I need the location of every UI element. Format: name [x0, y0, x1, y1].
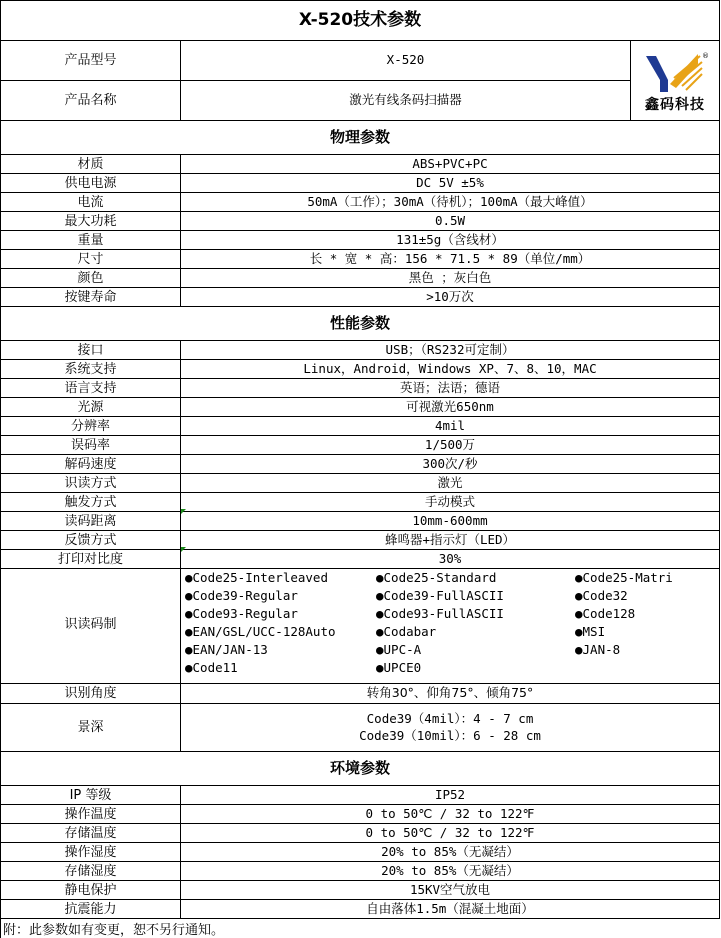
spec-row: [0, 360, 720, 379]
logo-mark-icon: [640, 50, 710, 96]
spec-value: 30%: [181, 550, 720, 569]
spec-value: 131±5g（含线材）: [181, 231, 720, 250]
spec-value: 0.5W: [181, 212, 720, 231]
spec-value: 300次/秒: [181, 455, 720, 474]
spec-row: [0, 398, 720, 417]
depth-values: [181, 704, 720, 752]
spec-label: 抗震能力: [0, 900, 181, 919]
symbology-item: ●Code39-Regular: [185, 588, 298, 603]
physical-heading-row: [0, 121, 720, 155]
spec-row: [0, 250, 720, 269]
spec-value: 20% to 85%（无凝结）: [181, 862, 720, 881]
spec-label: 存储温度: [0, 824, 181, 843]
symbology-item: ●Code11: [185, 660, 238, 675]
spec-value: 0 to 50℃ / 32 to 122℉: [181, 805, 720, 824]
spec-value: ABS+PVC+PC: [181, 155, 720, 174]
spec-row: [0, 193, 720, 212]
symbology-item: ●MSI: [575, 624, 606, 639]
spec-value: 英语；法语；德语: [181, 379, 720, 398]
spec-label: 尺寸: [0, 250, 181, 269]
symbology-item: ●EAN/JAN-13: [185, 642, 268, 657]
spec-row: [0, 881, 720, 900]
logo-row: [0, 41, 720, 121]
spec-value: 长 * 宽 * 高：156 * 71.5 * 89（单位/mm）: [181, 250, 720, 269]
symbology-item: ●Code25-Interleaved: [185, 570, 328, 585]
spec-value: Linux，Android，Windows XP、7、8、10，MAC: [181, 360, 720, 379]
spec-row: [0, 455, 720, 474]
footnote: 附：此参数如有变更，恕不另行通知。: [0, 918, 720, 938]
spec-value: 黑色 ；灰白色: [181, 269, 720, 288]
spec-value: DC 5V ±5%: [181, 174, 720, 193]
symbology-item: ●UPC-A: [376, 642, 422, 657]
spec-row: [0, 805, 720, 824]
spec-label: 打印对比度: [0, 550, 181, 569]
spec-value: 蜂鸣器+指示灯（LED）: [181, 531, 720, 550]
spec-label: 触发方式: [0, 493, 181, 512]
spec-value: USB；（RS232可定制）: [181, 341, 720, 360]
symbology-item: ●Code25-Standard: [376, 570, 497, 585]
spec-row: [0, 269, 720, 288]
symbology-item: ●JAN-8: [575, 642, 621, 657]
spec-label: 分辨率: [0, 417, 181, 436]
spec-label: 最大功耗: [0, 212, 181, 231]
spec-row: [0, 417, 720, 436]
spec-row: [0, 843, 720, 862]
spec-label: IP 等级: [0, 786, 181, 805]
spec-row: [0, 212, 720, 231]
spec-label: 读码距离: [0, 512, 181, 531]
spec-label: 接口: [0, 341, 181, 360]
spec-row: [0, 862, 720, 881]
angle-label: 识别角度: [0, 684, 181, 704]
depth-label: 景深: [0, 704, 181, 752]
spec-label: 供电电源: [0, 174, 181, 193]
spec-label: 识读方式: [0, 474, 181, 493]
spec-value: 可视激光650nm: [181, 398, 720, 417]
spec-value: 20% to 85%（无凝结）: [181, 843, 720, 862]
spec-row: [0, 824, 720, 843]
spec-row: [0, 512, 720, 531]
spec-label: 操作湿度: [0, 843, 181, 862]
spec-label: 解码速度: [0, 455, 181, 474]
symbology-item: ●EAN/GSL/UCC-128Auto: [185, 624, 336, 639]
spec-label: 静电保护: [0, 881, 181, 900]
spec-label: 存储湿度: [0, 862, 181, 881]
cell-marker: [181, 547, 186, 552]
company-logo: [631, 41, 720, 121]
spec-value: 0 to 50℃ / 32 to 122℉: [181, 824, 720, 843]
spec-row: [0, 155, 720, 174]
physical-heading: 物理参数: [0, 121, 720, 155]
symbology-item: ●Code32: [575, 588, 628, 603]
symbologies-list: [181, 566, 720, 684]
name-label: 产品名称: [0, 81, 181, 121]
cell-marker: [181, 509, 186, 514]
spec-label: 系统支持: [0, 360, 181, 379]
spec-value: 自由落体1.5m（混凝土地面）: [181, 900, 720, 919]
spec-value: 15KV空气放电: [181, 881, 720, 900]
spec-row: [0, 379, 720, 398]
spec-row: [0, 531, 720, 550]
spec-label: 按键寿命: [0, 288, 181, 307]
symbology-item: ●Code93-Regular: [185, 606, 298, 621]
title-row: [0, 0, 720, 41]
spec-row: [0, 786, 720, 805]
depth-row: [0, 704, 720, 752]
spec-label: 电流: [0, 193, 181, 212]
spec-value: 激光: [181, 474, 720, 493]
logo-text: 鑫码科技: [645, 96, 705, 113]
depth-value-4mil: Code39（4mil）：4 - 7 cm: [366, 710, 534, 726]
symbologies-row: [0, 566, 720, 684]
model-value: X-520: [181, 41, 631, 81]
spec-value: 4mil: [181, 417, 720, 436]
spec-label: 重量: [0, 231, 181, 250]
performance-heading: 性能参数: [0, 307, 720, 341]
spec-value: IP52: [181, 786, 720, 805]
spec-label: 颜色: [0, 269, 181, 288]
spec-row: [0, 288, 720, 307]
symbology-item: ●UPCE0: [376, 660, 422, 675]
spec-value: >10万次: [181, 288, 720, 307]
page-title: X-520技术参数: [0, 0, 720, 41]
model-label: 产品型号: [0, 41, 181, 81]
spec-row: [0, 341, 720, 360]
spec-label: 光源: [0, 398, 181, 417]
spec-row: [0, 900, 720, 919]
symbology-item: ●Code128: [575, 606, 636, 621]
symbology-item: ●Code93-FullASCII: [376, 606, 504, 621]
depth-value-10mil: Code39（10mil）：6 - 28 cm: [359, 728, 541, 743]
angle-value: 转角30°、仰角75°、倾角75°: [181, 684, 720, 704]
name-value: 激光有线条码扫描器: [181, 81, 631, 121]
spec-value: 10mm-600mm: [181, 512, 720, 531]
spec-row: [0, 474, 720, 493]
symbologies-label: 识读码制: [0, 566, 181, 684]
spec-label: 反馈方式: [0, 531, 181, 550]
angle-row: [0, 684, 720, 704]
spec-value: 手动模式: [181, 493, 720, 512]
spec-label: 误码率: [0, 436, 181, 455]
spec-row: [0, 493, 720, 512]
spec-row: [0, 174, 720, 193]
spec-row: [0, 436, 720, 455]
performance-heading-row: [0, 307, 720, 341]
environment-heading-row: [0, 752, 720, 786]
spec-value: 50mA（工作）；30mA（待机）；100mA（最大峰值）: [181, 193, 720, 212]
spec-label: 语言支持: [0, 379, 181, 398]
registered-mark: ®: [702, 51, 709, 60]
spec-label: 材质: [0, 155, 181, 174]
environment-heading: 环境参数: [0, 752, 720, 786]
symbology-item: ●Code39-FullASCII: [376, 588, 504, 603]
symbology-item: ●Code25-Matri: [575, 570, 673, 585]
symbology-item: ●Codabar: [376, 624, 437, 639]
spec-row: [0, 231, 720, 250]
spec-label: 操作温度: [0, 805, 181, 824]
spec-value: 1/500万: [181, 436, 720, 455]
